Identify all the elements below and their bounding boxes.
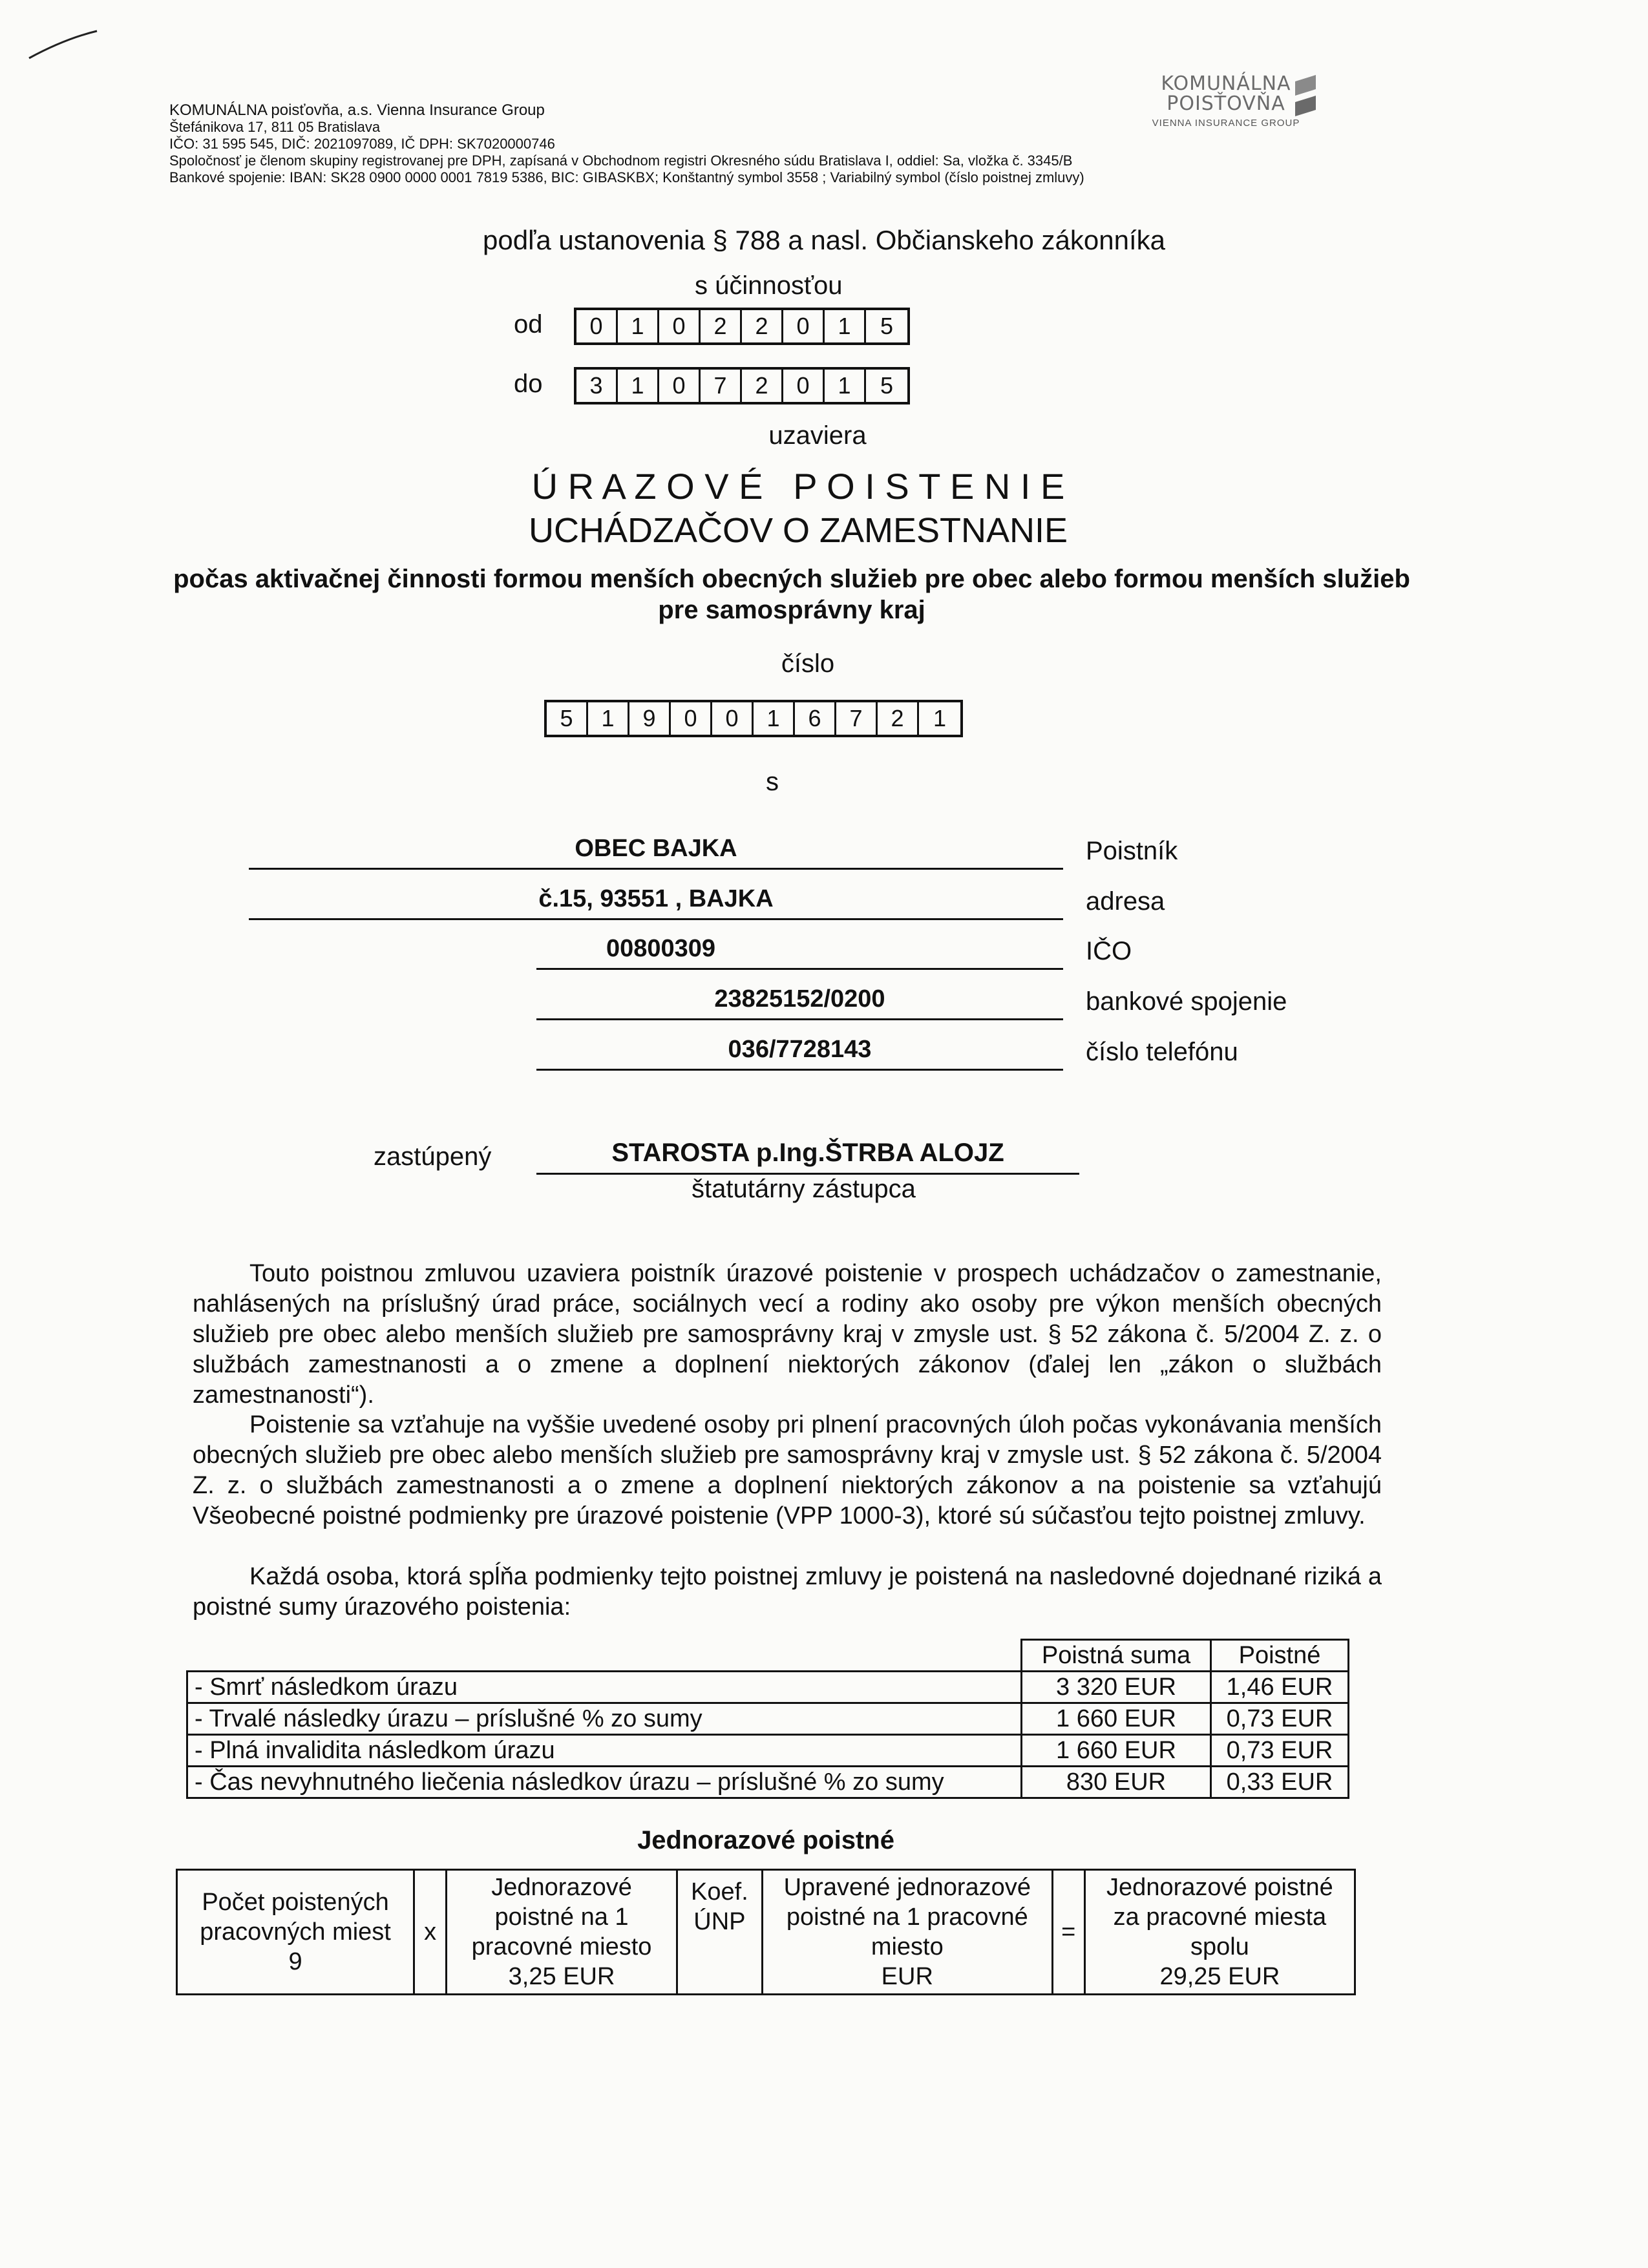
- risk-premium: 1,46 EUR: [1211, 1672, 1349, 1703]
- company-header: [169, 102, 1084, 186]
- digit-box: 2: [701, 310, 742, 342]
- contract-number-boxes: [544, 700, 963, 737]
- digit-box: 1: [933, 705, 947, 731]
- legal-basis: podľa ustanovenia § 788 a nasl. Občianskeho zákonníka: [483, 225, 1165, 255]
- table-row: [187, 1672, 1349, 1703]
- risk-table-header: [187, 1640, 1349, 1672]
- premium-per-position-value: 3,25 EUR: [508, 1963, 615, 1990]
- title-line1: Ú R A Z O V É P O I S T E N I E: [531, 466, 1065, 507]
- premium-per-position-cell: [447, 1870, 677, 1995]
- effective-label: s účinnosťou: [695, 271, 843, 300]
- logo-line2: POISŤOVŇA: [1167, 92, 1285, 115]
- digit-box: 5: [880, 372, 894, 399]
- risk-sum: 830 EUR: [1022, 1767, 1211, 1798]
- concludes-label: uzaviera: [768, 421, 867, 450]
- subtitle: počas aktivačnej činnosti formou menších obecných služieb pre obec alebo formou menších služieb pre samosprávny kraj: [173, 565, 1410, 624]
- company-bank: Bankové spojenie: IBAN: SK28 0900 0000 0001 7819 5386, BIC: GIBASKBX; Konštantný symbol 3558 ; Variabilný symbol (číslo poistnej zmluvy): [169, 169, 1084, 185]
- field-phone: [536, 1036, 1063, 1071]
- risk-sum: 1 660 EUR: [1022, 1735, 1211, 1767]
- company-address: Štefánikova 17, 811 05 Bratislava: [169, 119, 381, 135]
- risk-premium: 0,73 EUR: [1211, 1735, 1349, 1767]
- digit-box: 9: [629, 702, 671, 735]
- to-label: do: [514, 370, 543, 398]
- represented-value: STAROSTA p.Ing.ŠTRBA ALOJZ: [536, 1139, 1079, 1175]
- logo-line3: VIENNA INSURANCE GROUP: [1152, 118, 1300, 129]
- from-label: od: [514, 310, 543, 339]
- table-row: [187, 1703, 1349, 1735]
- field-bank: [536, 985, 1063, 1020]
- number-label: číslo: [781, 649, 835, 678]
- risk-sum: 1 660 EUR: [1022, 1703, 1211, 1735]
- bank-label: bankové spojenie: [1086, 987, 1287, 1016]
- title-line2: UCHÁDZAČOV O ZAMESTNANIE: [528, 511, 1068, 550]
- table-row: [177, 1870, 1355, 1995]
- digit-box: 1: [588, 702, 629, 735]
- digit-box: 5: [880, 313, 894, 339]
- insured-positions-label: Počet poistených pracovných miest: [200, 1889, 391, 1946]
- adjusted-premium-label: Upravené jednorazové poistné na 1 pracovné miesto: [783, 1874, 1031, 1960]
- company-logo: [1139, 72, 1313, 129]
- represented-caption: štatutárny zástupca: [692, 1175, 916, 1203]
- adjusted-premium-value: EUR: [881, 1963, 933, 1990]
- table-row: [187, 1735, 1349, 1767]
- digit-box: 1: [825, 310, 866, 342]
- digit-box: 5: [547, 702, 588, 735]
- to-date-boxes: [574, 367, 910, 404]
- policyholder-value: OBEC BAJKA: [249, 835, 1063, 870]
- field-policyholder: [249, 835, 1063, 870]
- risk-premium: 0,33 EUR: [1211, 1767, 1349, 1798]
- insured-positions-value: 9: [288, 1948, 302, 1975]
- logo-line1: KOMUNÁLNA: [1161, 72, 1291, 95]
- premium-table: [176, 1869, 1356, 1995]
- field-ico: [536, 935, 1063, 970]
- digit-box: 0: [659, 370, 701, 402]
- from-date-boxes: [574, 308, 910, 345]
- risk-premium: 0,73 EUR: [1211, 1703, 1349, 1735]
- company-name: KOMUNÁLNA poisťovňa, a.s. Vienna Insurance Group: [169, 101, 545, 119]
- table-row: [187, 1767, 1349, 1798]
- total-premium-value: 29,25 EUR: [1159, 1963, 1280, 1990]
- equals-sign: =: [1052, 1870, 1084, 1995]
- risk-table: [186, 1639, 1349, 1799]
- digit-box: 1: [825, 370, 866, 402]
- digit-box: 0: [576, 310, 618, 342]
- logo-flag-icon: [1293, 72, 1318, 118]
- risk-name: - Čas nevyhnutného liečenia následkov úrazu – príslušné % zo sumy: [187, 1767, 1022, 1798]
- digit-box: 2: [742, 310, 783, 342]
- multiply-sign: x: [414, 1870, 447, 1995]
- digit-box: 1: [618, 370, 659, 402]
- policyholder-label: Poistník: [1086, 837, 1178, 865]
- phone-label: číslo telefónu: [1086, 1038, 1238, 1066]
- digit-box: 0: [783, 370, 825, 402]
- digit-box: 0: [659, 310, 701, 342]
- field-address: [249, 885, 1063, 920]
- ico-label: IČO: [1086, 937, 1132, 965]
- company-ids: IČO: 31 595 545, DIČ: 2021097089, IČ DPH: SK7020000746: [169, 136, 555, 152]
- digit-box: 7: [836, 702, 878, 735]
- phone-value: 036/7728143: [536, 1036, 1063, 1071]
- total-premium-label: Jednorazové poistné za pracovné miesta spolu: [1106, 1874, 1333, 1960]
- paragraph-1: Touto poistnou zmluvou uzaviera poistník úrazové poistenie v prospech uchádzačov o zamestnanie, nahlásených na príslušný úrad práce, sociálnych vecí a rodiny ako osoby pre výkon menších obecných služieb pre obec alebo menších služieb pre samosprávny kraj v zmysle ust. § 52 zákona č. 5/2004 Z. z. o službách zamestnanosti a o zmene a doplnení niektorých zákonov (ďalej len „zákon o službách zamestnanosti“).: [193, 1260, 1382, 1409]
- digit-box: 3: [576, 370, 618, 402]
- coef-label: Koef. ÚNP: [691, 1878, 748, 1935]
- paragraph-3: Každá osoba, ktorá spĺňa podmienky tejto poistnej zmluvy je poistená na nasledovné dojednané riziká a poistné sumy úrazového poistenia:: [193, 1563, 1382, 1621]
- header-sum: Poistná suma: [1022, 1640, 1211, 1672]
- paragraph-2: Poistenie sa vzťahuje na vyššie uvedené osoby pri plnení pracovných úloh počas vykonávania menších obecných služieb pre obec alebo menších služieb pre samosprávny kraj v zmysle ust. § 52 zákona č. 5/2004 Z. z. o službách zamestnanosti a o zmene a doplnení niektorých zákonov a na poistenie sa vzťahujú Všeobecné poistné podmienky pre úrazové poistenie (VPP 1000-3), ktoré sú súčasťou tejto poistnej zmluvy.: [193, 1411, 1382, 1529]
- total-premium-cell: [1084, 1870, 1355, 1995]
- with-label: s: [766, 768, 779, 796]
- risk-name: - Smrť následkom úrazu: [187, 1672, 1022, 1703]
- address-value: č.15, 93551 , BAJKA: [249, 885, 1063, 920]
- digit-box: 2: [742, 370, 783, 402]
- company-registry: Spoločnosť je členom skupiny registrovanej pre DPH, zapísaná v Obchodnom registri Okresného súdu Bratislava I, oddiel: Sa, vložka č. 3345/B: [169, 152, 1073, 169]
- risk-name: - Trvalé následky úrazu – príslušné % zo sumy: [187, 1703, 1022, 1735]
- digit-box: 1: [618, 310, 659, 342]
- pen-mark: [26, 26, 103, 65]
- digit-box: 7: [701, 370, 742, 402]
- address-label: adresa: [1086, 887, 1165, 916]
- premium-per-position-label: Jednorazové poistné na 1 pracovné miesto: [471, 1874, 652, 1960]
- risk-name: - Plná invalidita následkom úrazu: [187, 1735, 1022, 1767]
- digit-box: 1: [754, 702, 795, 735]
- header-premium: Poistné: [1211, 1640, 1349, 1672]
- insured-positions-cell: [177, 1870, 414, 1995]
- digit-box: 0: [671, 702, 712, 735]
- ico-value: 00800309: [536, 935, 1063, 970]
- represented-label: zastúpený: [374, 1142, 492, 1171]
- risk-sum: 3 320 EUR: [1022, 1672, 1211, 1703]
- coef-cell: [677, 1870, 762, 1995]
- one-time-title: Jednorazové poistné: [637, 1826, 894, 1854]
- digit-box: 2: [878, 702, 919, 735]
- adjusted-premium-cell: [762, 1870, 1052, 1995]
- digit-box: 0: [783, 310, 825, 342]
- bank-value: 23825152/0200: [536, 985, 1063, 1020]
- digit-box: 6: [795, 702, 836, 735]
- field-represented: [536, 1139, 1079, 1175]
- digit-box: 0: [712, 702, 754, 735]
